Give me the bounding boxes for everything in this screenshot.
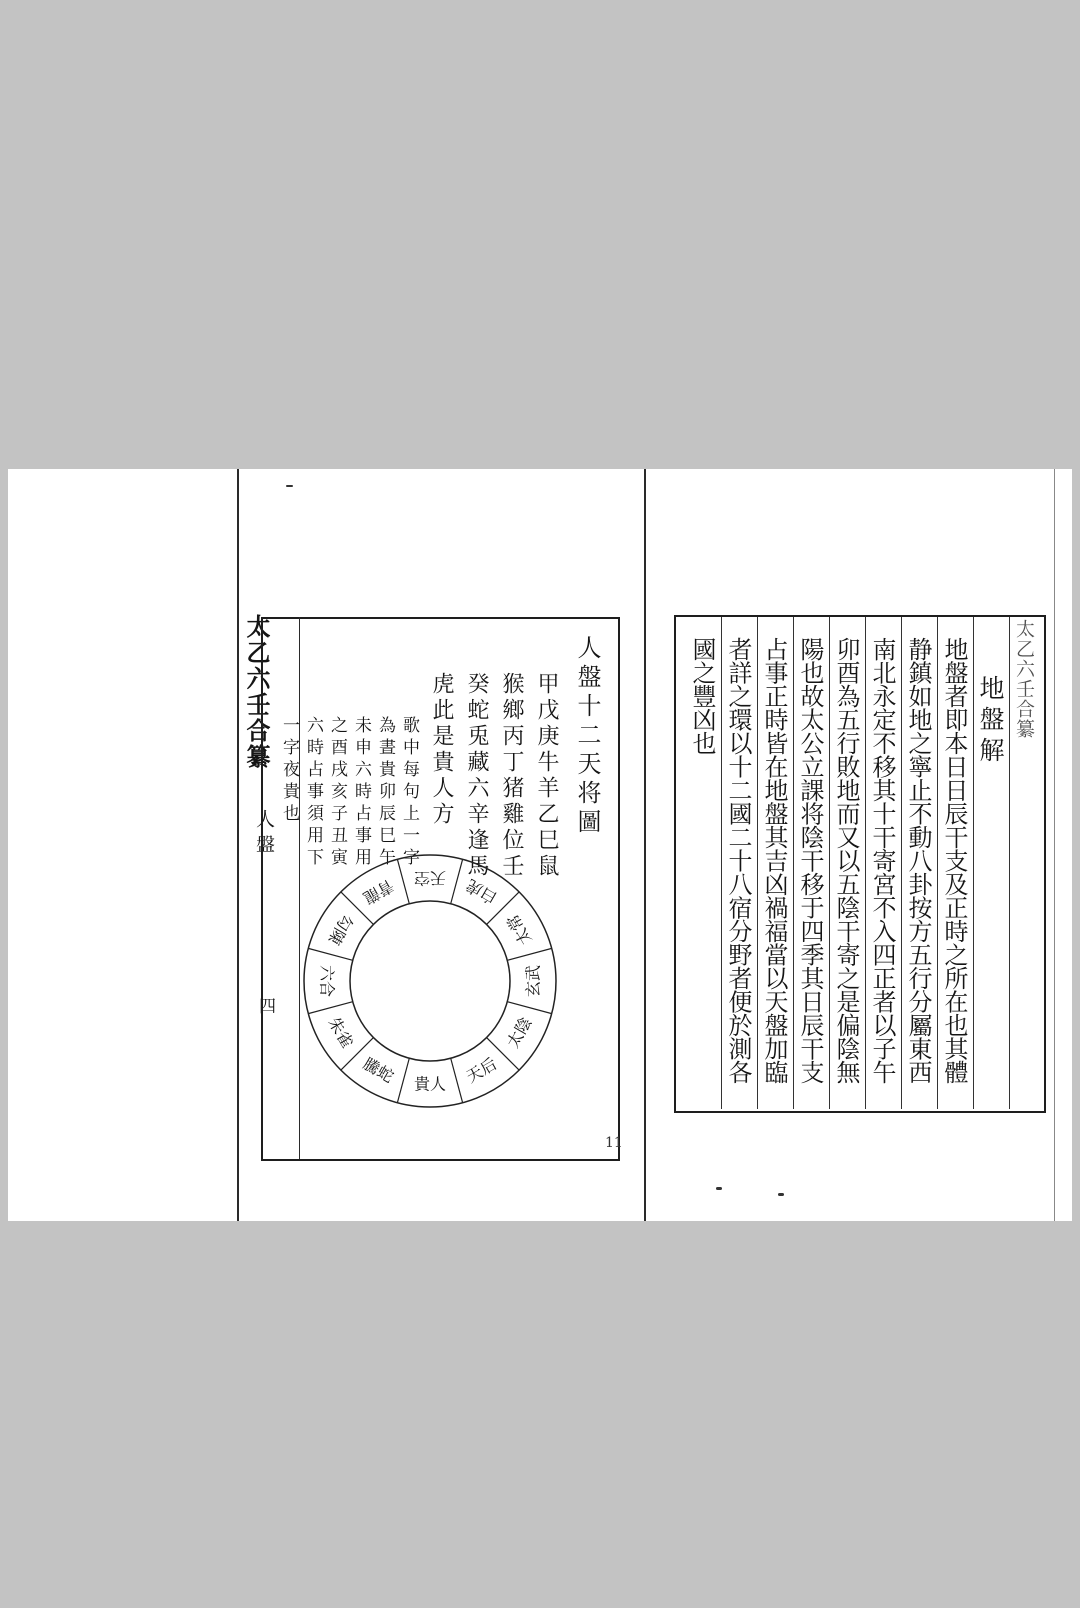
column-rule [865,617,866,1109]
center-gutter [644,469,646,1221]
wheel-label: 天空 [413,868,447,888]
folio-number: 四 [255,997,275,1014]
wheel-label: 騰蛇 [359,1053,398,1087]
diagram-heading: 人盤十二天将圖 [573,635,601,838]
column-rule [1009,617,1010,1109]
text-column: 静鎮如地之寧止不動八卦按方五行分屬東西 [904,637,932,1084]
running-header: 太乙六壬合纂 [1013,619,1035,739]
wheel-label: 太陰 [502,1013,536,1052]
wheel-spoke [507,948,551,960]
wheel-label: 太常 [502,910,536,949]
wheel-spoke [397,859,409,903]
wheel-inner-ring [350,901,510,1061]
wheel-spoke [308,1002,352,1014]
wheel-spoke [507,1002,551,1014]
text-column: 卯酉為五行敗地而又以五陰干寄之是偏陰無 [832,637,860,1084]
ink-speck [716,1187,722,1190]
text-column: 南北永定不移其十干寄宮不入四正者以子午 [868,637,896,1084]
wheel-label: 六合 [317,964,337,998]
text-column: 占事正時皆在地盤其吉凶禍福當以天盤加臨 [760,637,788,1084]
column-rule [721,617,722,1109]
wheel-label: 青龍 [359,875,398,909]
column-rule [793,617,794,1109]
verse-line: 猴鄉丙丁猪雞位壬 [499,672,524,880]
verse-line: 虎此是貴人方 [429,672,454,828]
spine-title: 太乙六壬合纂 [242,614,271,770]
note-line: 為晝貴卯辰巳午 [375,716,395,870]
wheel-spoke [308,948,352,960]
twelve-generals-wheel [300,851,560,1111]
column-rule [937,617,938,1109]
wheel-spoke [451,859,463,903]
wheel-label: 勾陳 [324,910,358,949]
wheel-spoke [397,1058,409,1102]
ink-speck [286,485,293,487]
note-line: 六時占事須用下 [303,716,323,870]
column-rule [829,617,830,1109]
wheel-spokes [308,859,551,1102]
verse-line: 甲戊庚牛羊乙巳鼠 [534,672,559,880]
wheel-spoke [451,1058,463,1102]
left-page-edge [237,469,239,1221]
right-page-edge [1054,469,1055,1221]
ink-speck [778,1193,784,1196]
column-rule [901,617,902,1109]
wheel-label: 天后 [462,1053,501,1087]
verse-line: 癸蛇兎藏六辛逢馬 [464,672,489,880]
wheel-label: 貴人 [413,1074,447,1094]
text-column: 國之豐凶也 [688,637,716,755]
note-line: 之酉戌亥子丑寅 [327,716,347,870]
text-column: 者詳之環以十二國二十八宿分野者便於測各 [724,637,752,1084]
column-rule [757,617,758,1109]
text-column: 地盤者即本日日辰干支及正時之所在也其體 [940,637,968,1084]
section-label: 人盤 [253,809,275,859]
column-rule [973,617,974,1109]
scan-page-number: 11 [605,1135,623,1151]
note-line: 一字夜貴也 [279,716,299,826]
note-line: 歌中每句上一字 [399,716,419,870]
wheel-label: 玄武 [523,964,543,998]
note-line: 未申六時占事用 [351,716,371,870]
wheel-label: 朱雀 [324,1013,358,1052]
wheel-label: 白虎 [462,875,501,909]
text-column: 陽也故太公立課将陰干移于四季其日辰干支 [796,637,824,1084]
scanned-book-spread [8,469,1072,1221]
section-title: 地盤解 [976,675,1005,768]
